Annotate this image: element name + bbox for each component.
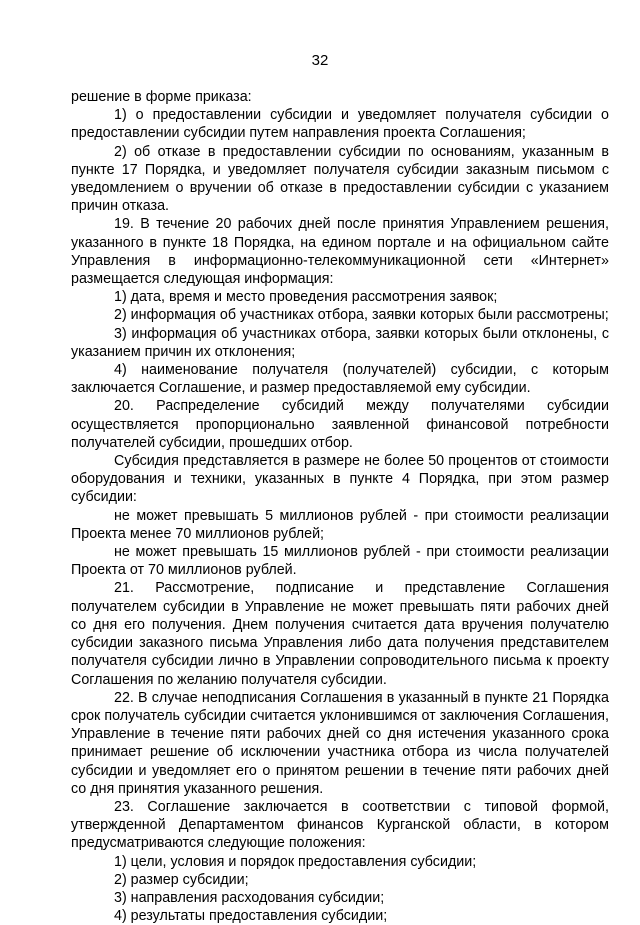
paragraph-item-19-1: 1) дата, время и место проведения рассмотрения заявок;: [114, 289, 498, 306]
paragraph-item-23-4: 4) результаты предоставления субсидии;: [114, 908, 388, 925]
paragraph-clause-23: 23. Соглашение заключается в соответствии с типовой формой, утвержденной Департаментом финансов Курганской области, в котором предусматриваются следующие положения:: [71, 798, 609, 852]
paragraph-item-18-1: 1) о предоставлении субсидии и уведомляет получателя субсидии о предоставлении субсидии путем направления проекта Соглашения;: [71, 107, 609, 142]
paragraph-continuation: решение в форме приказа:: [71, 89, 252, 105]
paragraph-clause-21: 21. Рассмотрение, подписание и представление Соглашения получателем субсидии в Управление не может превышать пяти рабочих дней со дня его получения. Днем получения считается дата вручения получателю субсидии заказного письма Управления либо дата получения представителем получателя субсидии лично в Управлении сопроводительного письма к проекту Соглашения по желанию получателя субсидии.: [71, 580, 609, 688]
paragraph-limit-5-million: не может превышать 5 миллионов рублей - при стоимости реализации Проекта менее 70 миллионов рублей;: [71, 507, 609, 542]
paragraph-item-23-3: 3) направления расходования субсидии;: [114, 889, 385, 906]
paragraph-limit-15-million: не может превышать 15 миллионов рублей - при стоимости реализации Проекта от 70 миллионов рублей.: [71, 544, 609, 579]
document-body: [71, 88, 609, 925]
paragraph-item-19-2: 2) информация об участниках отбора, заявки которых были рассмотрены;: [114, 307, 609, 324]
paragraph-subsidy-size: Субсидия представляется в размере не более 50 процентов от стоимости оборудования и техники, указанных в пункте 4 Порядка, при этом размер субсидии:: [71, 453, 609, 506]
paragraph-item-18-2: 2) об отказе в предоставлении субсидии по основаниям, указанным в пункте 17 Порядка, и уведомляет получателя субсидии заказным письмом с уведомлением о вручении об отказе в предоставлении субсидии с указанием причин отказа.: [71, 143, 609, 215]
paragraph-clause-22: 22. В случае неподписания Соглашения в указанный в пункте 21 Порядка срок получатель субсидии считается уклонившимся от заключения Соглашения, Управление в течение пяти рабочих дней со дня истечения указанного срока принимает решение об исключении участника отбора из числа получателей субсидии и уведомляет его о принятом решении в течение пяти рабочих дней со дня принятия указанного решения.: [71, 689, 609, 797]
paragraph-item-19-4: 4) наименование получателя (получателей) субсидии, с которым заключается Соглашение, и размер предоставляемой ему субсидии.: [71, 362, 609, 397]
paragraph-item-19-3: 3) информация об участниках отбора, заявки которых были отклонены, с указанием причин их отклонения;: [71, 325, 609, 360]
paragraph-clause-20: 20. Распределение субсидий между получателями субсидии осуществляется пропорционально заявленной финансовой потребности получателей субсидии, прошедших отбор.: [71, 398, 609, 451]
paragraph-item-23-2: 2) размер субсидии;: [114, 871, 249, 888]
paragraph-item-23-1: 1) цели, условия и порядок предоставления субсидии;: [114, 853, 477, 870]
page-number: 32: [311, 52, 329, 69]
paragraph-clause-19: 19. В течение 20 рабочих дней после принятия Управлением решения, указанного в пункте 18 Порядка, на едином портале и на официальном сайте Управления в информационно-телекоммуникационной сети «Интернет» размещается следующая информация:: [71, 216, 609, 288]
